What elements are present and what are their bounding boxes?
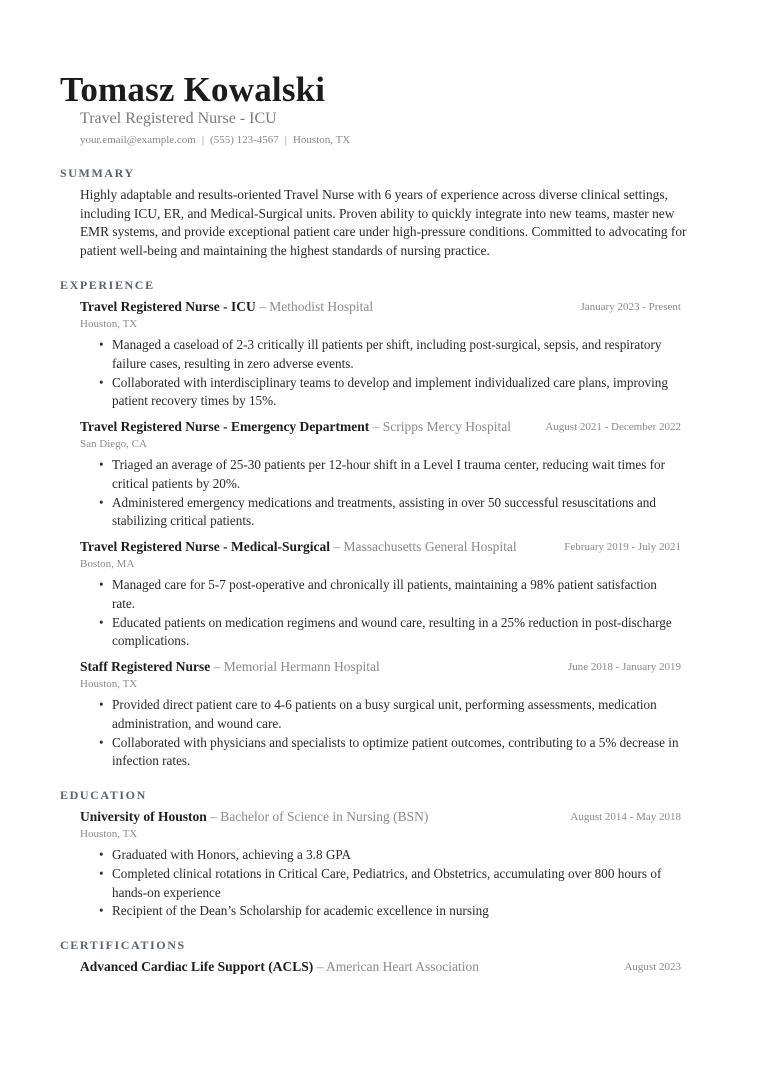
entry-dash: – [213, 659, 221, 674]
experience-entry [80, 298, 681, 411]
entry-dash: – [259, 299, 266, 314]
certification-entry [80, 958, 681, 976]
contact-phone: (555) 123-4567 [210, 134, 279, 146]
job-location: Houston, TX [80, 678, 138, 690]
job-role: Travel Registered Nurse - Medical-Surgical [80, 539, 330, 554]
summary-text: Highly adaptable and results-oriented Travel Nurse with 6 years of experience across diverse clinical settings, including ICU, ER, and Medical-Surgical units. Proven ability to quickly integrate into new teams, master new EMR systems, and provide exceptional patient care under high-pressure conditions. Committed to advocating for patient well-being and maintaining the highest standards of nursing practice. [80, 187, 687, 258]
job-role: Travel Registered Nurse - Emergency Department [80, 419, 370, 434]
entry-header [80, 538, 681, 556]
experience-entry [80, 418, 681, 531]
entry-header [80, 658, 681, 676]
entry-header [80, 298, 681, 316]
job-bullets [80, 456, 681, 531]
entry-dash: – [333, 539, 341, 554]
job-organization: Scripps Mercy Hospital [382, 419, 512, 434]
certification-name: Advanced Cardiac Life Support (ACLS) [80, 959, 314, 974]
education-date: August 2014 - May 2018 [570, 811, 681, 823]
job-date: June 2018 - January 2019 [567, 661, 681, 673]
contact-location: Houston, TX [292, 134, 351, 146]
candidate-name: Tomasz Kowalski [60, 70, 326, 109]
bullet-item: • Managed a caseload of 2-3 critically ill patients per shift, including post-surgical, sepsis, and respiratory failure cases, resulting in zero adverse events. [80, 336, 681, 374]
job-location: Houston, TX [80, 318, 138, 330]
contact-line [80, 134, 350, 146]
entry-header [80, 808, 681, 826]
entry-dash: – [372, 419, 380, 434]
degree-name: Bachelor of Science in Nursing (BSN) [220, 809, 429, 824]
bullet-item: • Collaborated with physicians and specialists to optimize patient outcomes, contributing to a 5% decrease in infection rates. [80, 734, 681, 772]
job-location: San Diego, CA [80, 438, 147, 450]
bullet-item: • Educated patients on medication regimens and wound care, resulting in a 25% reduction in post-discharge complications. [80, 614, 681, 652]
certifications-heading: CERTIFICATIONS [60, 938, 186, 952]
education-location: Houston, TX [80, 828, 138, 840]
job-date: January 2023 - Present [580, 301, 681, 313]
job-location: Boston, MA [80, 558, 135, 570]
job-date: August 2021 - December 2022 [545, 421, 681, 433]
entry-dash: – [316, 959, 324, 974]
bullet-item: • Managed care for 5-7 post-operative and chronically ill patients, maintaining a 98% patient satisfaction rate. [80, 576, 681, 614]
bullet-item: • Administered emergency medications and treatments, assisting in over 50 successful resuscitations and stabilizing critical patients. [80, 494, 681, 532]
candidate-title: Travel Registered Nurse - ICU [80, 110, 277, 127]
entry-dash: – [210, 809, 217, 824]
job-bullets [80, 336, 681, 411]
job-date: February 2019 - July 2021 [564, 541, 681, 553]
entry-header [80, 418, 681, 436]
bullet-item: • Completed clinical rotations in Critical Care, Pediatrics, and Obstetrics, accumulating over 800 hours of hands-on experience [80, 865, 681, 903]
job-organization: Methodist Hospital [269, 299, 374, 314]
certification-issuer: American Heart Association [326, 959, 479, 974]
contact-separator: | [284, 134, 287, 146]
school-name: University of Houston [80, 809, 207, 824]
education-heading: EDUCATION [60, 788, 147, 802]
experience-entry [80, 538, 681, 651]
bullet-item: • Graduated with Honors, achieving a 3.8 GPA [80, 846, 681, 865]
job-bullets [80, 696, 681, 771]
job-role: Staff Registered Nurse [80, 659, 211, 674]
bullet-item: • Provided direct patient care to 4-6 patients on a busy surgical unit, performing assessments, medication administration, and wound care. [80, 696, 681, 734]
bullet-item: • Collaborated with interdisciplinary teams to develop and implement individualized care plans, improving patient recovery times by 15%. [80, 374, 681, 412]
contact-email[interactable]: your.email@example.com [80, 134, 196, 146]
bullet-item: • Recipient of the Dean’s Scholarship for academic excellence in nursing [80, 902, 681, 921]
job-organization: Memorial Hermann Hospital [223, 659, 380, 674]
summary-heading: SUMMARY [60, 166, 135, 180]
bullet-item: • Triaged an average of 25-30 patients per 12-hour shift in a Level I trauma center, reducing wait times for critical patients by 20%. [80, 456, 681, 494]
job-role: Travel Registered Nurse - ICU [80, 299, 256, 314]
certification-date: August 2023 [624, 961, 681, 973]
education-bullets [80, 846, 681, 921]
experience-entry [80, 658, 681, 771]
contact-separator: | [201, 134, 205, 146]
education-entry [80, 808, 681, 921]
job-bullets [80, 576, 681, 651]
job-organization: Massachusetts General Hospital [343, 539, 517, 554]
experience-heading: EXPERIENCE [60, 278, 155, 292]
entry-header [80, 958, 681, 976]
